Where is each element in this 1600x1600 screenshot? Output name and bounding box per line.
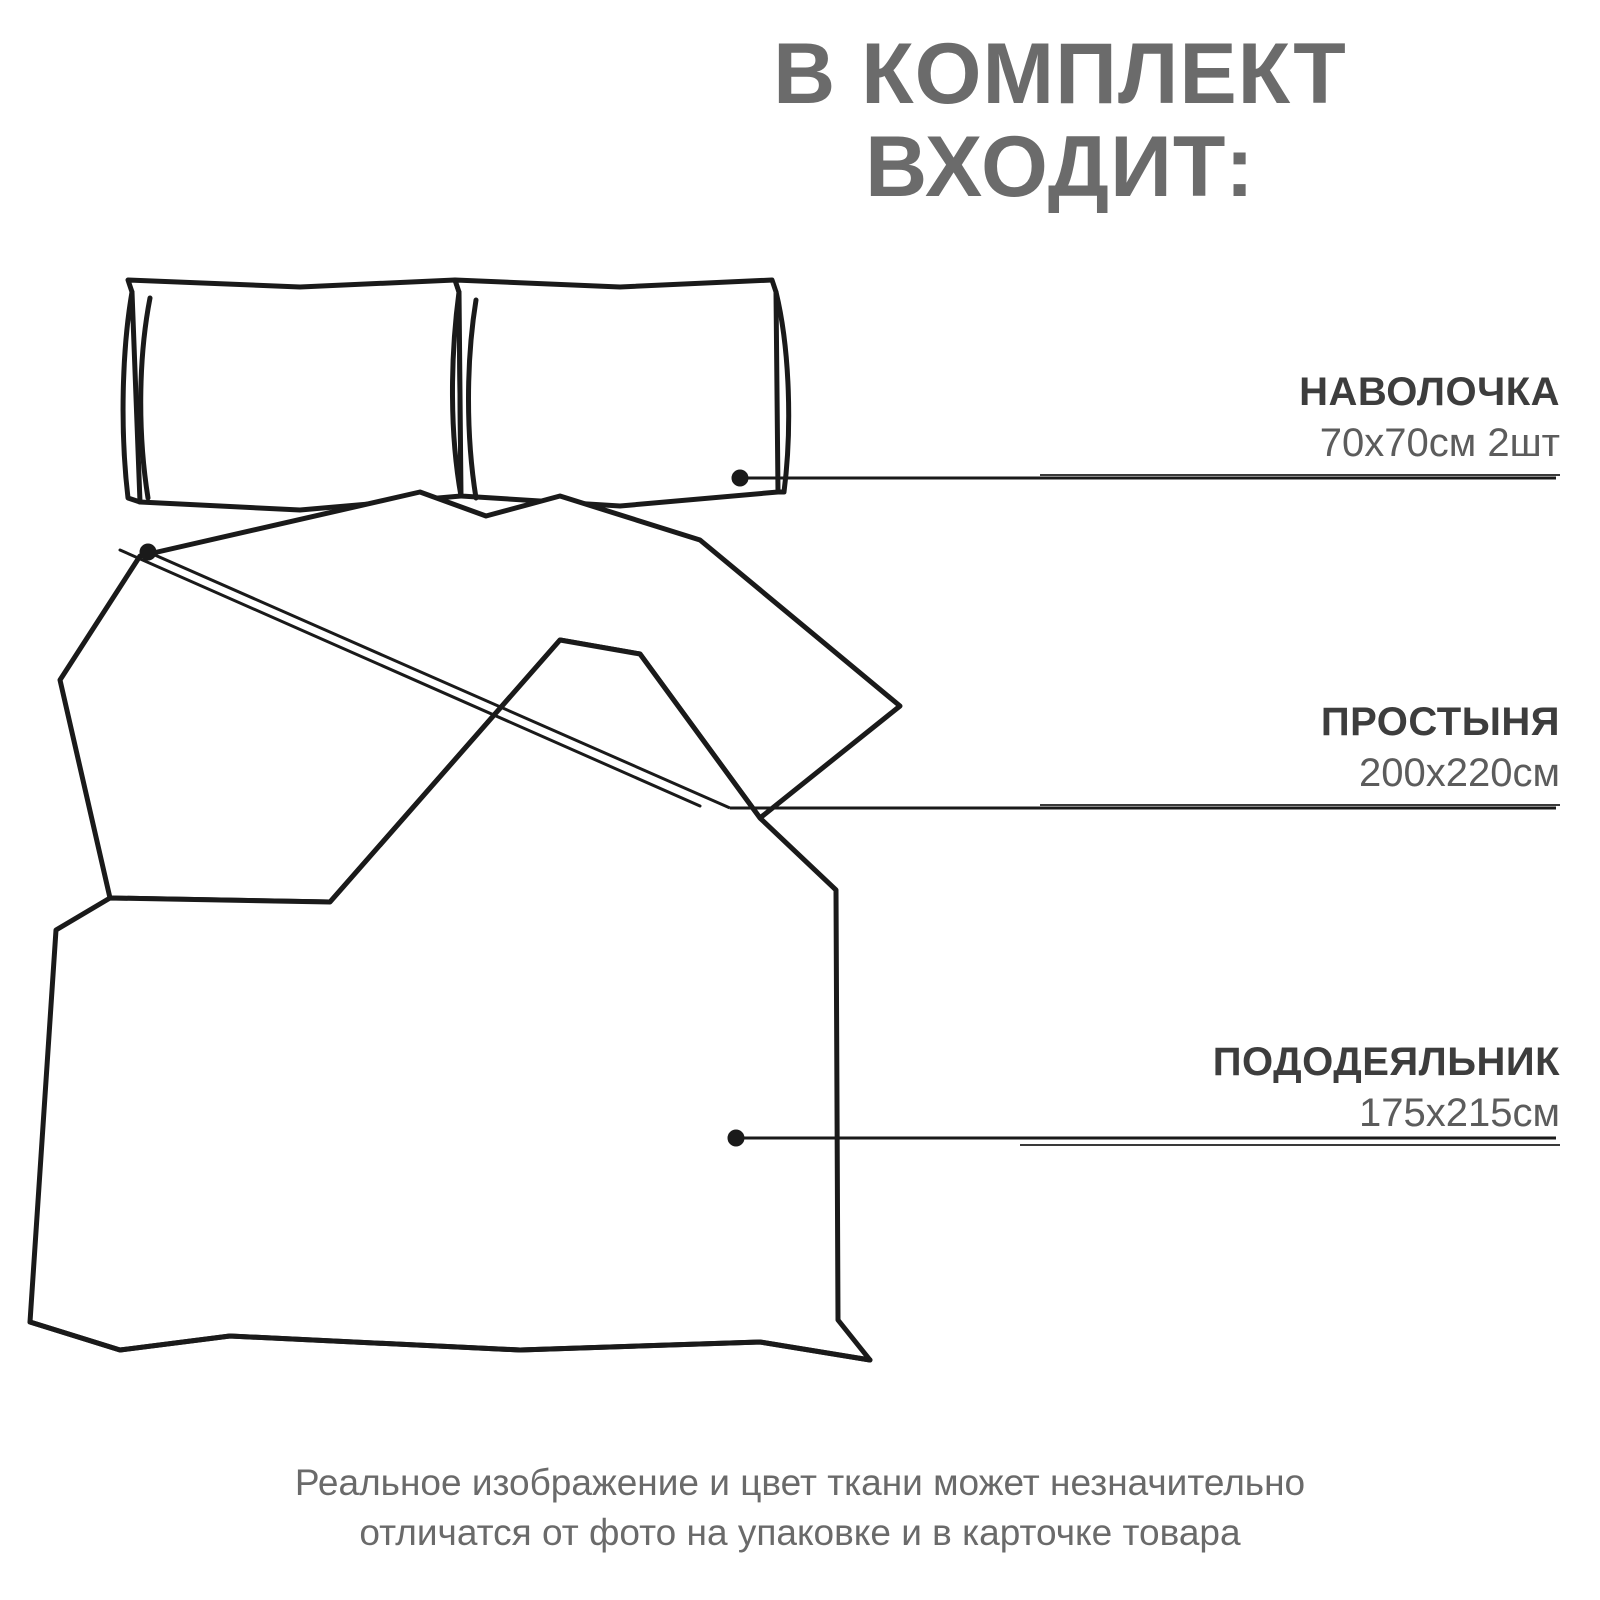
page-title <box>560 28 1560 214</box>
callout-duvet-cover-label: ПОДОДЕЯЛЬНИК <box>1212 1040 1560 1084</box>
callout-sheet-label: ПРОСТЫНЯ <box>1320 700 1560 744</box>
callout-pillowcase-rule <box>1040 474 1560 476</box>
callout-sheet-rule <box>1040 804 1560 806</box>
disclaimer-line-2: отличатся от фото на упаковке и в карточке товара <box>359 1512 1241 1554</box>
callout-pillowcase-label: НАВОЛОЧКА <box>1299 370 1560 414</box>
pillow-left-shape <box>128 280 461 510</box>
callout-sheet-size: 200х220см <box>1359 751 1560 795</box>
callout-sheet <box>1040 700 1560 806</box>
title-line-1: В КОМПЛЕКТ <box>773 26 1347 122</box>
bed-illustration-svg <box>0 230 980 1410</box>
bed-illustration <box>0 230 980 1410</box>
callout-duvet-cover-size: 175х215см <box>1359 1091 1560 1135</box>
callout-pillowcase-size: 70х70см 2шт <box>1319 421 1560 465</box>
pillow-right-shape <box>455 280 778 506</box>
disclaimer-line-1: Реальное изображение и цвет ткани может незначительно <box>294 1462 1306 1504</box>
disclaimer <box>60 1458 1540 1558</box>
title-line-2: ВХОДИТ: <box>865 118 1255 215</box>
callout-duvet-cover-rule <box>1020 1144 1560 1146</box>
callout-duvet-cover <box>1020 1040 1560 1146</box>
callout-pillowcase <box>1040 370 1560 476</box>
